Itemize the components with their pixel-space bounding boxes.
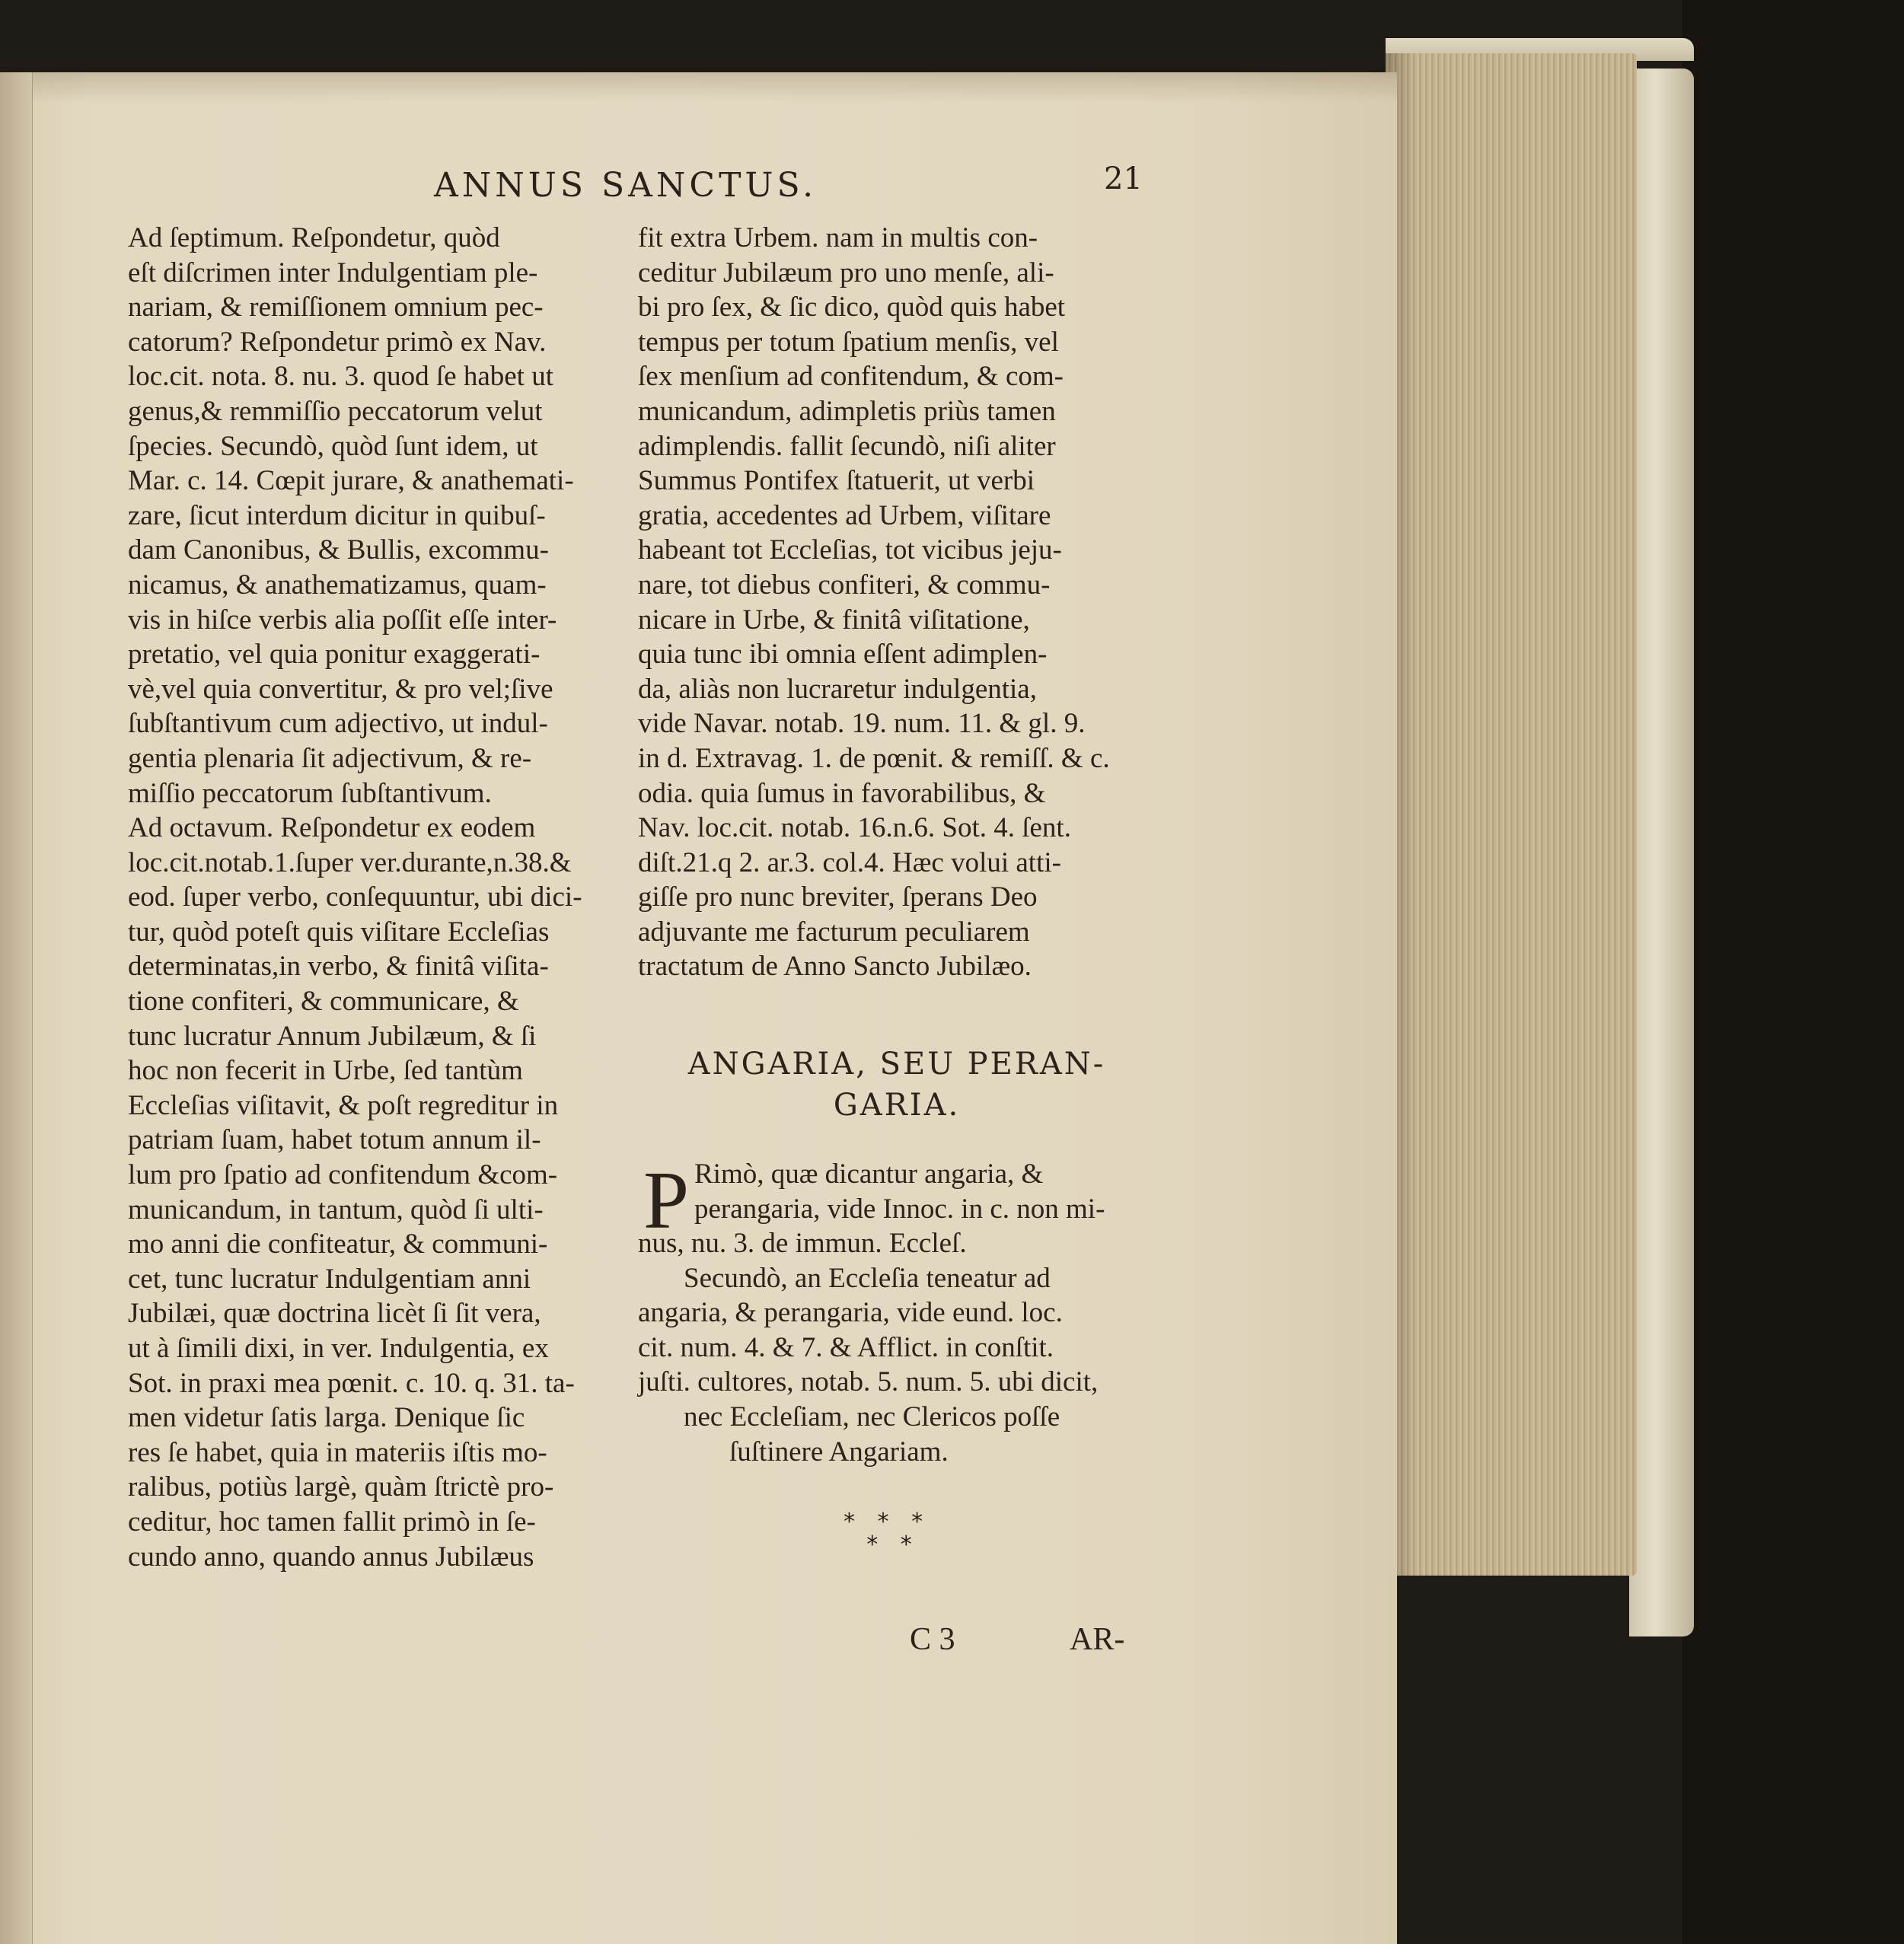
ornament-line: * * * (844, 1509, 931, 1535)
text-line: Jubilæi, quæ doctrina licèt ſi ſit vera, (128, 1298, 541, 1330)
text-line: ralibus, potiùs largè, quàm ſtrictè pro- (128, 1471, 554, 1503)
text-line: pretatio, vel quia ponitur exaggerati- (128, 639, 541, 671)
catchword: AR- (1070, 1622, 1125, 1657)
text-line: diſt.21.q 2. ar.3. col.4. Hæc volui atti- (638, 846, 1061, 878)
text-line: juſti. cultores, notab. 5. num. 5. ubi dicit, (638, 1366, 1099, 1398)
text-line: genus,& remmiſſio peccatorum velut (128, 395, 543, 427)
text-line: cit. num. 4. & 7. & Afflict. in conſtit. (638, 1331, 1054, 1363)
text-line: municandum, adimpletis priùs tamen (638, 395, 1056, 427)
text-line: Summus Pontifex ſtatuerit, ut verbi (638, 465, 1035, 497)
text-line: Eccleſias viſitavit, & poſt regreditur in (128, 1089, 559, 1121)
text-line: res ſe habet, quia in materiis iſtis mo- (128, 1436, 547, 1468)
text-line: nicamus, & anathematizamus, quam- (128, 569, 547, 601)
text-line: catorum? Reſpondetur primò ex Nav. (128, 326, 547, 358)
text-line: Rimò, quæ dicantur angaria, & (694, 1158, 1044, 1190)
text-line: cet, tunc lucratur Indulgentiam anni (128, 1263, 531, 1295)
text-line: cundo anno, quando annus Jubilæus (128, 1541, 534, 1573)
text-line: quia tunc ibi omnia eſſent adimplen- (638, 639, 1048, 671)
section-paragraph-1 (694, 1157, 1151, 1226)
ornament-line: * * (866, 1531, 920, 1558)
running-title: ANNUS SANCTUS. (434, 166, 818, 205)
text-line: ſpecies. Secundò, quòd ſunt idem, ut (128, 430, 538, 462)
text-line: nec Eccleſiam, nec Clericos poſſe (684, 1401, 1060, 1433)
text-line: dam Canonibus, & Bullis, excommu- (128, 534, 549, 566)
previous-page-sliver (0, 72, 33, 1944)
page-edges (1386, 53, 1637, 1576)
text-line: ceditur, hoc tamen fallit primò in ſe- (128, 1506, 536, 1538)
text-line: adimplendis. fallit ſecundò, niſi aliter (638, 430, 1056, 462)
text-line: hoc non fecerit in Urbe, ſed tantùm (128, 1055, 523, 1087)
ornament-asterisks (844, 1511, 930, 1557)
text-line: Secundò, an Eccleſia teneatur ad (684, 1262, 1051, 1294)
text-line: nariam, & remiſſionem omnium pec- (128, 292, 544, 323)
text-line: Sot. in praxi mea pœnit. c. 10. q. 31. ta- (128, 1367, 575, 1399)
text-line: lum pro ſpatio ad confitendum &com- (128, 1159, 558, 1191)
text-line: fit extra Urbem. nam in multis con- (638, 222, 1038, 253)
text-line: tur, quòd poteſt quis viſitare Eccleſias (128, 916, 550, 948)
text-line: vide Navar. notab. 19. num. 11. & gl. 9. (638, 708, 1086, 740)
text-line: ſuſtinere Angariam. (729, 1436, 949, 1468)
text-line: bi pro ſex, & ſic dico, quòd quis habet (638, 292, 1066, 323)
text-line: da, aliàs non lucraretur indulgentia, (638, 673, 1037, 705)
text-line: determinatas,in verbo, & finitâ viſita- (128, 951, 549, 983)
text-line: gentia plenaria ſit adjectivum, & re- (128, 742, 532, 774)
text-line: odia. quia ſumus in favorabilibus, & (638, 777, 1046, 809)
text-line: patriam ſuam, habet totum annum il- (128, 1124, 541, 1156)
text-line: tione confiteri, & communicare, & (128, 986, 519, 1018)
text-line: tunc lucratur Annum Jubilæum, & ſi (128, 1020, 537, 1052)
text-line: Nav. loc.cit. notab. 16.n.6. Sot. 4. ſent. (638, 812, 1071, 844)
text-line: ſex menſium ad confitendum, & com- (638, 361, 1064, 393)
text-line: loc.cit. nota. 8. nu. 3. quod ſe habet ut (128, 361, 553, 393)
text-line: giſſe pro nunc breviter, ſperans Deo (638, 881, 1038, 913)
text-line: ut à ſimili dixi, in ver. Indulgentia, ex (128, 1333, 549, 1364)
text-line: in d. Extravag. 1. de pœnit. & remiſſ. & c. (638, 742, 1110, 774)
paragraph-line: nus, nu. 3. de immun. Eccleſ. (638, 1228, 967, 1259)
text-line: gratia, accedentes ad Urbem, viſitare (638, 499, 1051, 531)
text-line: tempus per totum ſpatium menſis, vel (638, 326, 1059, 358)
text-line: municandum, in tantum, quòd ſi ulti- (128, 1193, 544, 1225)
text-line: nicare in Urbe, & finitâ viſitatione, (638, 604, 1030, 636)
text-line: eod. ſuper verbo, conſequuntur, ubi dici- (128, 881, 582, 913)
text-line: ceditur Jubilæum pro uno menſe, ali- (638, 257, 1054, 288)
text-line: miſſio peccatorum ſubſtantivum. (128, 777, 492, 809)
signature-mark: C 3 (910, 1622, 955, 1657)
text-line: angaria, & perangaria, vide eund. loc. (638, 1297, 1063, 1329)
text-line: nare, tot diebus confiteri, & commu- (638, 569, 1051, 601)
text-line: Ad octavum. Reſpondetur ex eodem (128, 812, 536, 844)
background (1682, 0, 1904, 1944)
text-line: adjuvante me facturum peculiarem (638, 916, 1030, 948)
text-line: ſubſtantivum cum adjectivo, ut indul- (128, 708, 548, 740)
book-cover-edge (1629, 69, 1694, 1636)
section-paragraph-2 (638, 1226, 1156, 1469)
text-line: tractatum de Anno Sancto Jubilæo. (638, 951, 1032, 983)
text-line: eſt diſcrimen inter Indulgentiam ple- (128, 257, 538, 288)
drop-capital: P (643, 1155, 690, 1246)
text-line: Mar. c. 14. Cœpit jurare, & anathemati- (128, 465, 574, 497)
page-top-shade (0, 72, 1397, 103)
text-line: vis in hiſce verbis alia poſſit eſſe inter- (128, 604, 557, 636)
text-line: mo anni die confiteatur, & communi- (128, 1229, 548, 1260)
section-title-line1: ANGARIA, SEU PERAN- (687, 1047, 1106, 1082)
text-line: perangaria, vide Innoc. in c. non mi- (694, 1193, 1105, 1225)
text-line: loc.cit.notab.1.ſuper ver.durante,n.38.& (128, 846, 572, 878)
text-line: men videtur ſatis larga. Denique ſic (128, 1402, 525, 1434)
page-number: 21 (1104, 161, 1143, 196)
text-line: habeant tot Eccleſias, tot vicibus jeju- (638, 534, 1062, 566)
right-text-column (638, 221, 1148, 984)
text-line: zare, ſicut interdum dicitur in quibuſ- (128, 499, 546, 531)
text-line: vè,vel quia convertitur, & pro vel;ſive (128, 673, 553, 705)
section-title-line2: GARIA. (833, 1088, 961, 1123)
text-line: Ad ſeptimum. Reſpondetur, quòd (128, 222, 500, 253)
left-text-column (128, 221, 615, 1574)
